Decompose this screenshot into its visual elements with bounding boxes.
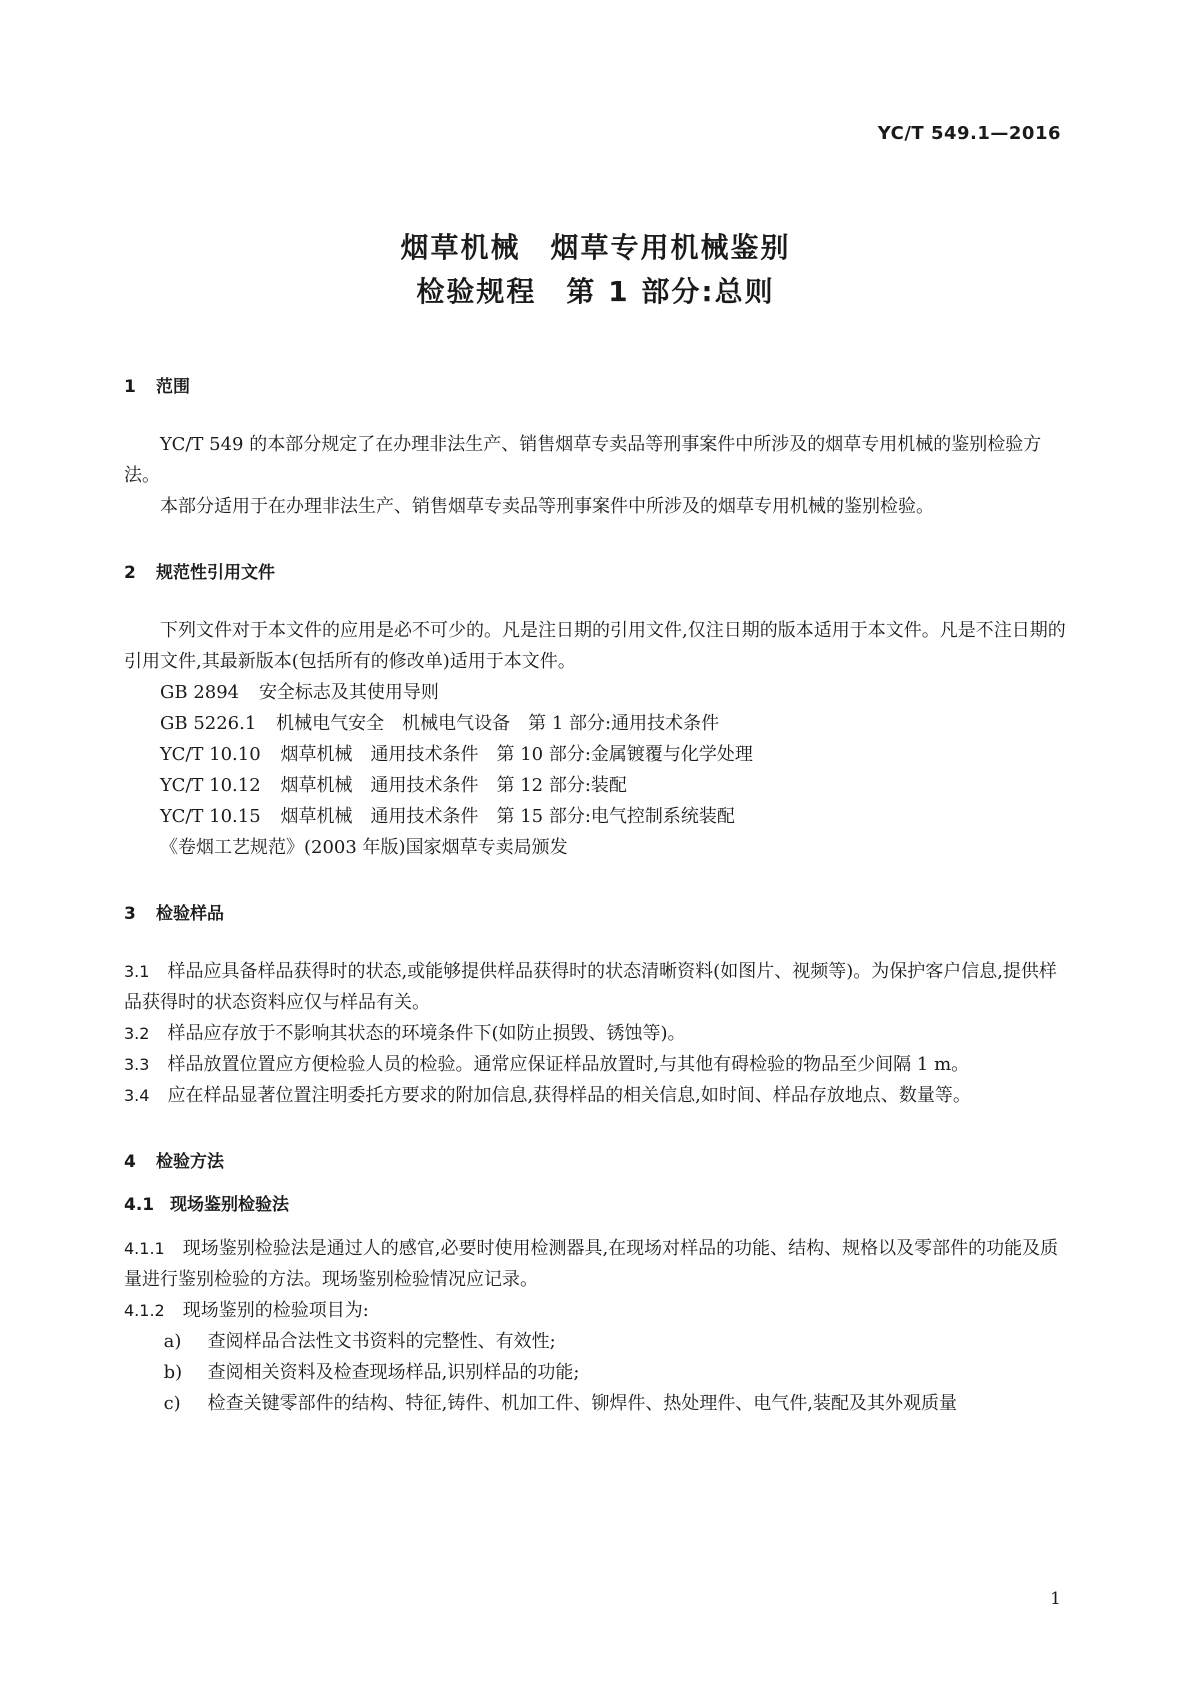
subsection-number: 4.1: [124, 1195, 155, 1215]
list-item: [124, 1326, 1066, 1357]
reference-item: [124, 708, 1066, 739]
clause-number: 4.1.2: [124, 1301, 165, 1320]
reference-item: [124, 801, 1066, 832]
list-item: [124, 1357, 1066, 1388]
reference-title: 安全标志及其使用导则: [258, 682, 439, 703]
list-marker: b): [163, 1362, 183, 1383]
clause-3-1: [124, 956, 1066, 1018]
scope-paragraph-1: YC/T 549 的本部分规定了在办理非法生产、销售烟草专卖品等刑事案件中所涉及的烟草专用机械的鉴别检验方法。: [124, 434, 1042, 486]
section-number: 1: [124, 377, 136, 397]
clause-text: 样品应存放于不影响其状态的环境条件下(如防止损毁、锈蚀等)。: [167, 1023, 686, 1044]
reference-code: YC/T 10.10: [160, 744, 261, 765]
clause-number: 3.1: [124, 962, 150, 981]
section-number: 2: [124, 563, 136, 583]
reference-title: 烟草机械 通用技术条件 第 10 部分:金属镀覆与化学处理: [280, 744, 753, 765]
reference-code: YC/T 10.15: [160, 806, 261, 827]
reference-code: GB 5226.1: [160, 713, 257, 734]
clause-text: 现场鉴别检验法是通过人的感官,必要时使用检测器具,在现场对样品的功能、结构、规格以及零部件的功能及质量进行鉴别检验的方法。现场鉴别检验情况应记录。: [124, 1238, 1059, 1290]
reference-code: YC/T 10.12: [160, 775, 261, 796]
clause-3-2: [124, 1018, 1066, 1049]
section-number: 4: [124, 1152, 136, 1172]
clause-4-1-1: [124, 1233, 1066, 1295]
section-1-heading: [124, 372, 1066, 403]
clause-text: 应在样品显著位置注明委托方要求的附加信息,获得样品的相关信息,如时间、样品存放地点、数量等。: [167, 1085, 971, 1106]
page-number: 1: [1050, 1589, 1061, 1609]
section-title: 检验方法: [156, 1152, 224, 1172]
list-text: 查阅相关资料及检查现场样品,识别样品的功能;: [207, 1362, 580, 1383]
reference-item: [124, 770, 1066, 801]
clause-3-4: [124, 1080, 1066, 1111]
clause-number: 4.1.1: [124, 1239, 165, 1258]
section-2-heading: [124, 558, 1066, 589]
section-number: 3: [124, 904, 136, 924]
list-marker: a): [163, 1331, 182, 1352]
reference-item: [124, 739, 1066, 770]
subsection-title: 现场鉴别检验法: [170, 1195, 289, 1215]
clause-number: 3.4: [124, 1086, 150, 1105]
clause-3-3: [124, 1049, 1066, 1080]
reference-item: [124, 677, 1066, 708]
document-title: [0, 226, 1191, 314]
document-body: [124, 372, 1066, 1419]
clause-text: 现场鉴别的检验项目为:: [182, 1300, 369, 1321]
document-code: YC/T 549.1—2016: [877, 123, 1061, 144]
reference-title: 烟草机械 通用技术条件 第 15 部分:电气控制系统装配: [280, 806, 735, 827]
clause-4-1-2: [124, 1295, 1066, 1326]
title-line-2: 检验规程 第 1 部分:总则: [416, 275, 775, 308]
reference-title: 机械电气安全 机械电气设备 第 1 部分:通用技术条件: [276, 713, 720, 734]
section-title: 检验样品: [156, 904, 224, 924]
references-intro: 下列文件对于本文件的应用是必不可少的。凡是注日期的引用文件,仅注日期的版本适用于本文件。凡是不注日期的引用文件,其最新版本(包括所有的修改单)适用于本文件。: [124, 620, 1066, 672]
clause-text: 样品放置位置应方便检验人员的检验。通常应保证样品放置时,与其他有碍检验的物品至少间隔 1 m。: [167, 1054, 970, 1075]
reference-code: GB 2894: [160, 682, 240, 703]
scope-paragraph-2: 本部分适用于在办理非法生产、销售烟草专卖品等刑事案件中所涉及的烟草专用机械的鉴别检验。: [160, 496, 934, 517]
section-title: 规范性引用文件: [156, 563, 275, 583]
list-text: 检查关键零部件的结构、特征,铸件、机加工件、铆焊件、热处理件、电气件,装配及其外观质量: [207, 1393, 958, 1414]
list-text: 查阅样品合法性文书资料的完整性、有效性;: [207, 1331, 556, 1352]
reference-title: 烟草机械 通用技术条件 第 12 部分:装配: [280, 775, 627, 796]
clause-text: 样品应具备样品获得时的状态,或能够提供样品获得时的状态清晰资料(如图片、视频等)。为保护客户信息,提供样品获得时的状态资料应仅与样品有关。: [124, 961, 1057, 1013]
clause-number: 3.2: [124, 1024, 150, 1043]
clause-number: 3.3: [124, 1055, 150, 1074]
section-title: 范围: [156, 377, 190, 397]
subsection-4-1-heading: [124, 1190, 1066, 1221]
list-marker: c): [163, 1393, 181, 1414]
title-line-1: 烟草机械 烟草专用机械鉴别: [400, 231, 791, 264]
list-item: [124, 1388, 1066, 1419]
section-3-heading: [124, 899, 1066, 930]
section-4-heading: [124, 1147, 1066, 1178]
reference-item-last: 《卷烟工艺规范》(2003 年版)国家烟草专卖局颁发: [160, 837, 568, 858]
